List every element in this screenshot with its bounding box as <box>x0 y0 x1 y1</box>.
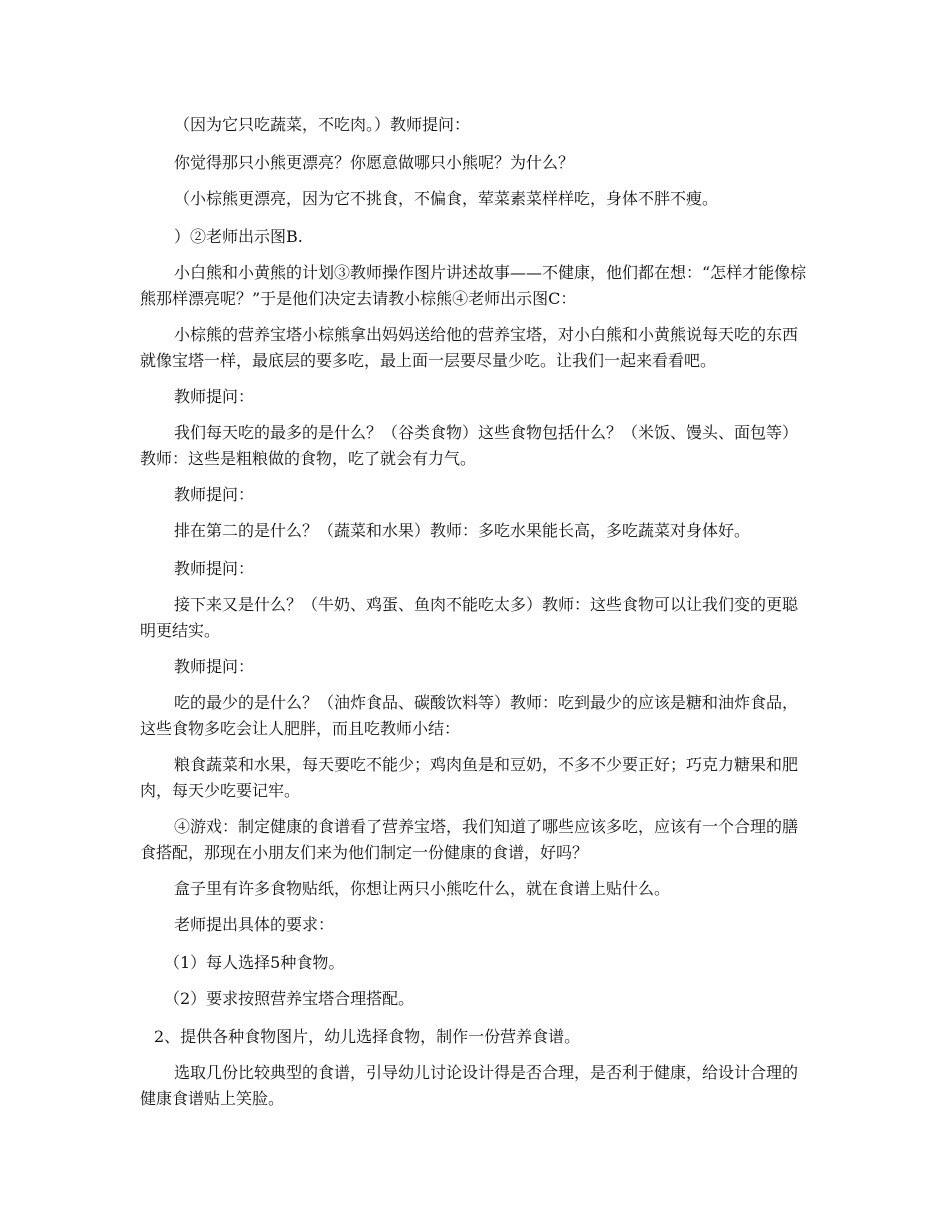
paragraph-13: 教师提问： <box>174 657 255 676</box>
paragraph-3: （小棕熊更漂亮，因为它不挑食，不偏食，荤菜素菜样样吃，身体不胖不瘦。 <box>174 189 719 208</box>
paragraph-10: 排在第二的是什么？（蔬菜和水果）教师：多吃水果能长高，多吃蔬菜对身体好。 <box>174 521 751 540</box>
paragraph-1: （因为它只吃蔬菜，不吃肉。）教师提问： <box>174 115 471 134</box>
paragraph-19: （1）每人选择5种食物。 <box>164 953 345 972</box>
paragraph-15: 粮食蔬菜和水果，每天要吃不能少；鸡肉鱼是和豆奶，不多不少要正好；巧克力糖果和肥肉，每天少吃要记牢。 <box>140 755 799 800</box>
paragraph-12: 接下来又是什么？（牛奶、鸡蛋、鱼肉不能吃太多）教师：这些食物可以让我们变的更聪明更结实。 <box>140 595 799 640</box>
paragraph-5: 小白熊和小黄熊的计划③教师操作图片讲述故事——不健康，他们都在想：“怎样才能像棕熊那样漂亮呢？”于是他们决定去请教小棕熊④老师出示图C： <box>140 263 807 308</box>
paragraph-4: ）②老师出示图B. <box>174 227 303 246</box>
paragraph-6: 小棕熊的营养宝塔小棕熊拿出妈妈送给他的营养宝塔，对小白熊和小黄熊说每天吃的东西就像宝塔一样，最底层的要多吃，最上面一层要尽量少吃。让我们一起来看看吧。 <box>140 325 799 370</box>
paragraph-18: 老师提出具体的要求： <box>174 915 335 934</box>
paragraph-17: 盒子里有许多食物贴纸，你想让两只小熊吃什么，就在食谱上贴什么。 <box>174 879 671 898</box>
paragraph-9: 教师提问： <box>174 485 255 504</box>
paragraph-11: 教师提问： <box>174 559 255 578</box>
paragraph-20: （2）要求按照营养宝塔合理搭配。 <box>164 989 415 1008</box>
paragraph-2: 你觉得那只小熊更漂亮？你愿意做哪只小熊呢？为什么？ <box>174 153 575 172</box>
paragraph-7: 教师提问： <box>174 387 255 406</box>
paragraph-16: ④游戏：制定健康的食谱看了营养宝塔，我们知道了哪些应该多吃，应该有一个合理的膳食搭配，那现在小朋友们来为他们制定一份健康的食谱，好吗？ <box>140 817 799 862</box>
paragraph-8: 我们每天吃的最多的是什么？（谷类食物）这些食物包括什么？（米饭、馒头、面包等）教师：这些是粗粮做的食物，吃了就会有力气。 <box>140 423 799 468</box>
paragraph-21: 2、提供各种食物图片，幼儿选择食物，制作一份营养食谱。 <box>154 1027 581 1046</box>
paragraph-14: 吃的最少的是什么？（油炸食品、碳酸饮料等）教师：吃到最少的应该是糖和油炸食品，这些食物多吃会让人肥胖，而且吃教师小结： <box>140 693 799 738</box>
paragraph-22: 选取几份比较典型的食谱，引导幼儿讨论设计得是否合理，是否利于健康，给设计合理的健康食谱贴上笑脸。 <box>140 1063 799 1108</box>
